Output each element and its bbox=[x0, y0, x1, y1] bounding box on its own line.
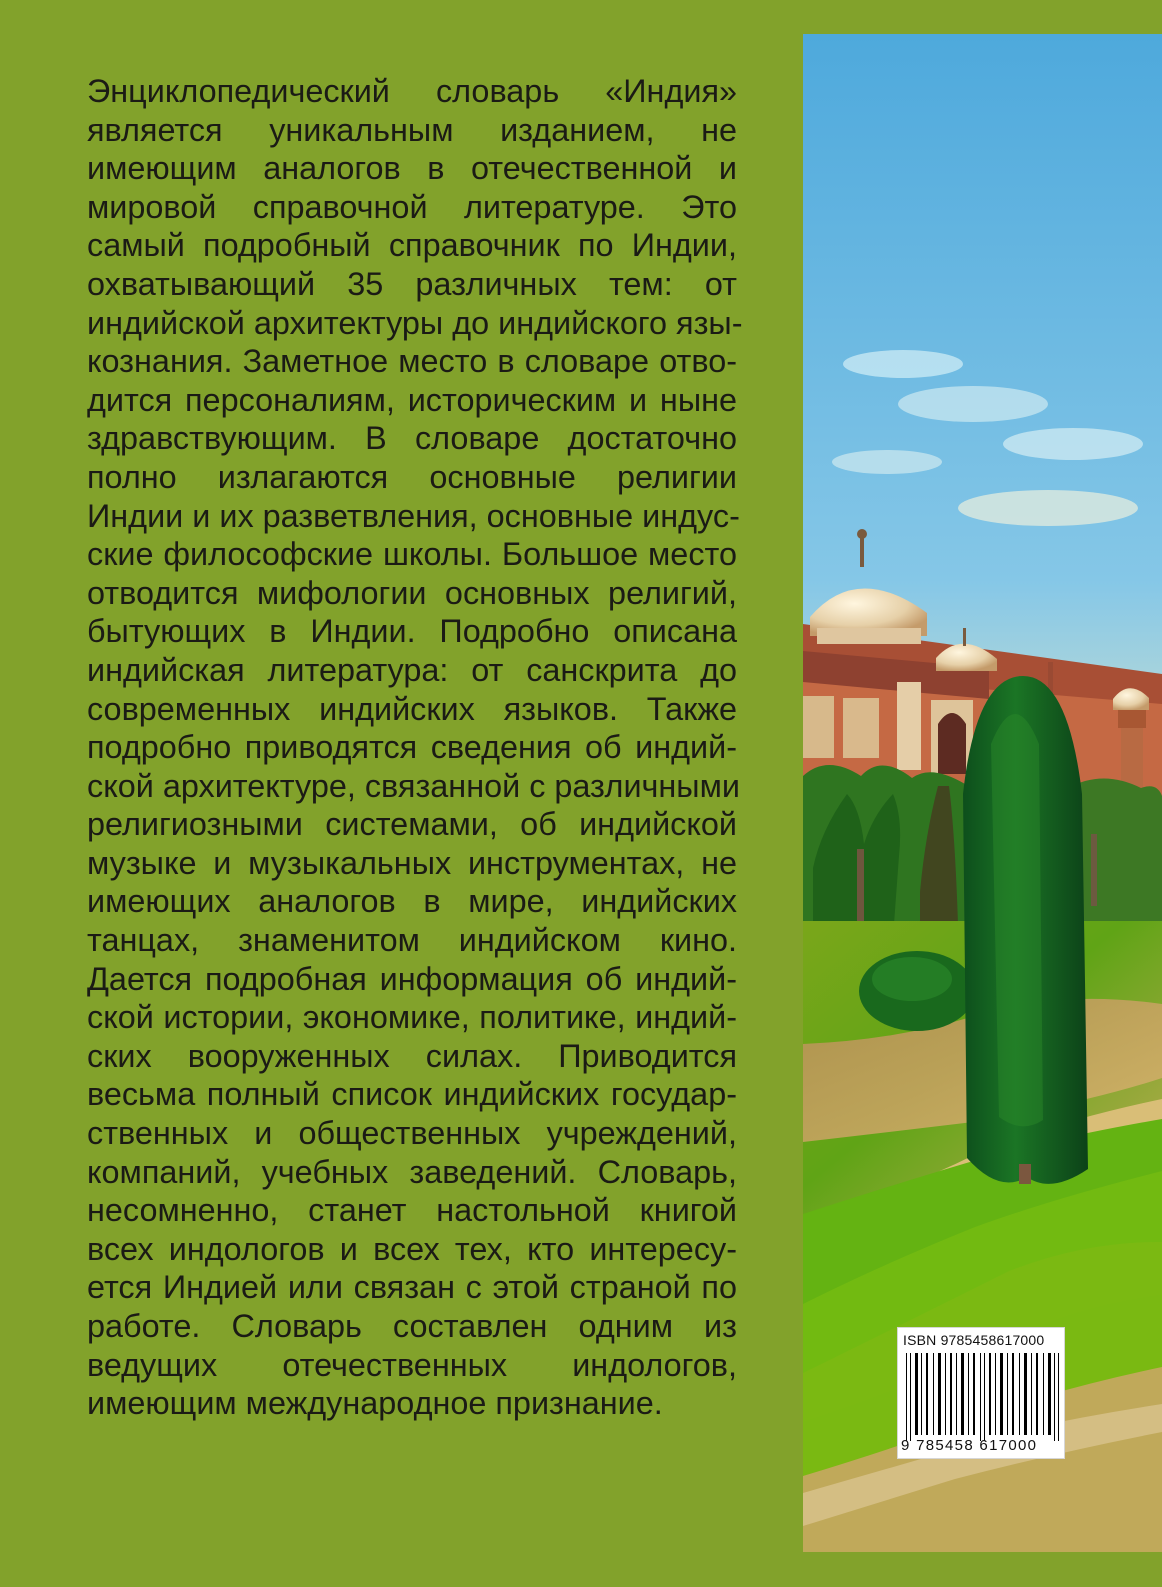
barcode-bar bbox=[1012, 1353, 1014, 1435]
barcode-bar bbox=[945, 1353, 946, 1435]
barcode-bar bbox=[1054, 1353, 1055, 1441]
description-line: ской архитектуре, связанной с различными bbox=[87, 767, 740, 804]
description-line: кознания. Заметное место в словаре отво- bbox=[87, 343, 737, 380]
barcode-bar bbox=[1019, 1353, 1020, 1435]
barcode-bar bbox=[1036, 1353, 1038, 1435]
barcode-bar bbox=[995, 1353, 996, 1435]
description-line: Индии и их разветвления, основные индус- bbox=[87, 497, 740, 534]
barcode-bar bbox=[1043, 1353, 1044, 1435]
description-line: полно излагаются основные религии bbox=[87, 458, 737, 495]
description-line: индийская литература: от санскрита до bbox=[87, 651, 737, 688]
description-line: имеющим международное признание. bbox=[87, 1385, 663, 1422]
description-line: индийской архитектуры до индийского язы- bbox=[87, 304, 743, 341]
description-line: здравствующим. В словаре достаточно bbox=[87, 420, 737, 457]
barcode-bar bbox=[1031, 1353, 1032, 1435]
description-line: всех индологов и всех тех, кто интересу- bbox=[87, 1230, 737, 1267]
barcode-bar bbox=[915, 1353, 918, 1435]
barcode-bar bbox=[1007, 1353, 1008, 1435]
description-line: компаний, учебных заведений. Словарь, bbox=[87, 1153, 737, 1190]
description-line: самый подробный справочник по Индии, bbox=[87, 227, 737, 264]
description-line: мировой справочной литературе. Это bbox=[87, 188, 737, 225]
description-line: дится персоналиям, историческим и ныне bbox=[87, 381, 737, 418]
barcode-bar bbox=[968, 1353, 969, 1435]
barcode-bar bbox=[906, 1353, 907, 1441]
description-line: работе. Словарь составлен одним из bbox=[87, 1308, 737, 1344]
barcode-bar bbox=[1024, 1353, 1027, 1435]
isbn-label: ISBN 9785458617000 bbox=[903, 1332, 1045, 1348]
barcode-bar bbox=[956, 1353, 957, 1435]
description-line: бытующих в Индии. Подробно описана bbox=[87, 613, 737, 650]
description-line: несомненно, станет настольной книгой bbox=[87, 1192, 737, 1229]
barcode-bar bbox=[938, 1353, 941, 1435]
description-line: подробно приводятся сведения об индий- bbox=[87, 729, 737, 766]
description-line: ских вооруженных силах. Приводится bbox=[87, 1037, 737, 1074]
description-line: ется Индией или связан с этой страной по bbox=[87, 1269, 737, 1306]
description-line: весьма полный список индийских государ- bbox=[87, 1076, 737, 1113]
barcode-bar bbox=[926, 1353, 928, 1435]
isbn-barcode bbox=[897, 1327, 1065, 1459]
description-line: Энциклопедический словарь «Индия» bbox=[87, 73, 737, 109]
description-line: является уникальным изданием, не bbox=[87, 111, 737, 148]
description-line: Дается подробная информация об индий- bbox=[87, 960, 737, 997]
barcode-bar bbox=[980, 1353, 981, 1441]
barcode-bar bbox=[961, 1353, 964, 1435]
barcode-bar bbox=[950, 1353, 952, 1435]
barcode-bar bbox=[1000, 1353, 1003, 1435]
barcode-bar bbox=[910, 1353, 911, 1441]
description-line: отводится мифологии основных религий, bbox=[87, 574, 737, 611]
description-line: религиозными системами, об индийской bbox=[87, 806, 737, 843]
description-line: охватывающий 35 различных тем: от bbox=[87, 265, 737, 302]
barcode-digits: 9 785458 617000 bbox=[901, 1437, 1038, 1454]
barcode-bar bbox=[973, 1353, 975, 1435]
barcode-bars bbox=[906, 1353, 1060, 1439]
description-line: ские философские школы. Большое место bbox=[87, 536, 737, 573]
description-line: современных индийских языков. Также bbox=[87, 690, 737, 727]
description-line: ской истории, экономике, политике, индий- bbox=[87, 999, 737, 1036]
description-line: ведущих отечественных индологов, bbox=[87, 1346, 737, 1383]
description-line: ственных и общественных учреждений, bbox=[87, 1115, 737, 1152]
description-line: имеющих аналогов в мире, индийских bbox=[87, 883, 737, 920]
palace-garden-photo bbox=[803, 34, 1162, 1552]
barcode-bar bbox=[1058, 1353, 1059, 1441]
description-line: музыке и музыкальных инструментах, не bbox=[87, 844, 737, 881]
barcode-bar bbox=[989, 1353, 991, 1435]
barcode-bar bbox=[933, 1353, 934, 1435]
palace-garden-illustration bbox=[803, 34, 1162, 1552]
description-line: танцах, знаменитом индийском кино. bbox=[87, 922, 737, 959]
barcode-bar bbox=[984, 1353, 985, 1441]
barcode-bar bbox=[1048, 1353, 1051, 1435]
description-line: имеющим аналогов в отечественной и bbox=[87, 150, 737, 187]
book-description bbox=[87, 72, 743, 1423]
barcode-bar bbox=[921, 1353, 922, 1435]
